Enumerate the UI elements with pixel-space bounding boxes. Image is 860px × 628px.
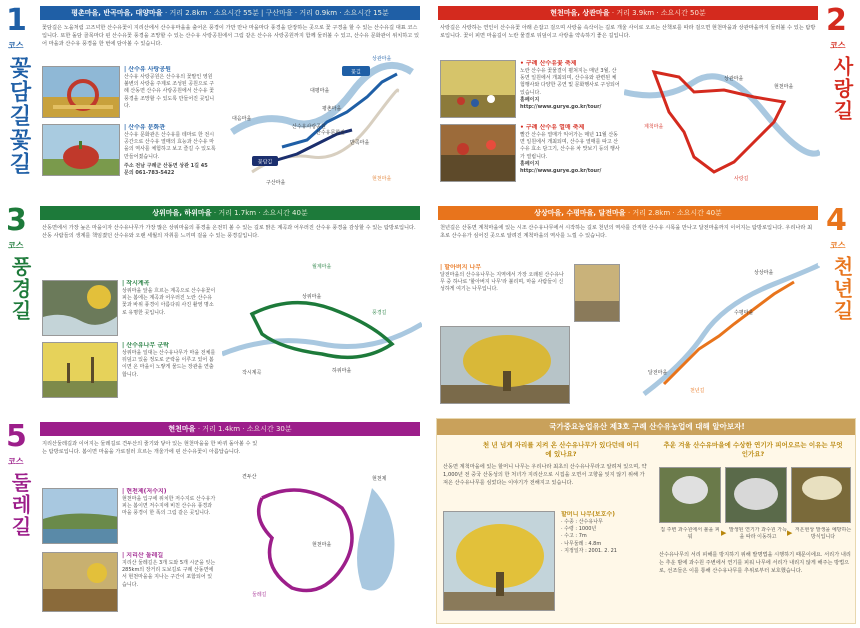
park-photo-image — [43, 67, 120, 118]
fruit-festival-photo — [440, 124, 516, 182]
smoke-caption-3: 저온현상 발생을 예방하는 방식입니다 — [794, 527, 852, 541]
tree-grove-image — [43, 343, 118, 398]
village-label: 현천마을 — [372, 176, 392, 182]
question-1: 천 년 넘게 자리를 지켜 온 산수유나무가 있다던데 어디에 있나요? — [482, 441, 640, 458]
course-info-bar: 상상마을, 수평마을, 달전마을 · 거리 2.8km · 소요시간 40분 — [438, 206, 818, 220]
course-intro: 꽃담길은 노을처럼 고즈넉한 산수유꽃이 지리산에서 산수유마을을 출어온 풍경이 가만 만나 마을마다 풍경을 단장하는 곳으로 꽃 구경을 할 수 있는 산수유길 대표 코스입니다. 또한 돌담 골목마다 핀 산수유꽃 풍경을 조망할 수 있는 산수유 사랑공원에서 그림 같은 산수유 사랑공원까지 함께 둘러볼 수 있고, 산수유 문화관이 위치하고 있어 마을과 산수유 풍경을 한 번에 담아볼 수 있습니다. — [42, 25, 419, 47]
village-label: 상위마을 — [302, 294, 322, 300]
culture-hall-caption-text: 산수유 문화관은 산수유를 테마로 한 전시 공간으로 산수유 열매의 효능과 산수유 마을의 역사를 체험하고 보고 즐길 수 있도록 만들어졌습니다. — [124, 132, 216, 160]
course-number: 4 — [826, 204, 847, 238]
place-label: 산수유사랑공원 — [292, 124, 326, 130]
course-2-panel — [432, 0, 860, 196]
course-4-panel — [432, 204, 860, 410]
village-label: 상관마을 — [372, 56, 392, 62]
grandfather-tree-text: 달전마을의 산수유나무는 지역에서 가장 오래된 산수유나무 중 하나로 '할아버지 나무'라 불리며, 마을 사람들이 신성하게 여기는 나무입니다. — [440, 272, 564, 293]
route-label: 천년길 — [690, 388, 705, 394]
course-number: 3 — [6, 204, 27, 238]
village-label: 반곡마을 — [350, 140, 370, 146]
flower-festival-text: 노란 산수유 꽃물결이 펼쳐지는 매년 3월, 산동면 일원에서 개최되며, 산수유와 관련된 체험행사와 다양한 공연 및 문화행사로 구성되어 있습니다. — [520, 68, 620, 96]
course-2-map — [624, 52, 820, 192]
flower-festival-title: • 구례 산수유꽃 축제 — [520, 60, 577, 67]
sansuyu-love-park-photo — [42, 66, 120, 118]
grandmother-tree-info — [561, 511, 647, 611]
course-info-bar: 현천마을, 상관마을 · 거리 3.9km · 소요시간 50분 — [438, 6, 818, 20]
millennium-road-route — [664, 282, 794, 384]
course-tag: 코스 — [8, 41, 24, 50]
tree-info-item: · 지정일자 : 2001. 2. 21 — [561, 547, 617, 554]
agricultural-heritage-panel — [436, 418, 856, 624]
course-intro: 사랑길은 사랑하는 연인이 산수유꽃 아래 손잡고 걸으며 사랑을 속삭이는 길로 개울 사이로 오르는 산책로를 따라 걸으면 현천마을과 상관마을까지 둘러볼 수 있는 탐방로입니다. 꽃이 피면 마을길이 노란 물결로 뒤덮이고 사랑을 약속하기 좋은 길입니다. — [440, 25, 816, 39]
flower-wall-map-label: 꽃담길 — [257, 159, 273, 166]
course-tag: 코스 — [8, 241, 24, 250]
grandfather-tree-caption — [440, 264, 564, 324]
tree-grove-title: | 산수유나무 군락 — [122, 342, 169, 349]
flower-road-map-label: 꽃길 — [351, 69, 361, 76]
fruit-festival-image — [441, 125, 516, 182]
park-caption-title: | 산수유 사랑공원 — [124, 66, 171, 73]
reservoir-text: 현천마을 입구에 위치한 저수지로 산수유가 피는 봄이면 저수지에 비친 산수유 풍경과 마을 풍경이 한 폭의 그림 같은 곳입니다. — [122, 496, 216, 517]
arrow-right-icon: ▶ — [721, 529, 727, 537]
reservoir-title: | 현천제(저수지) — [122, 488, 167, 495]
trail-text: 지리산 둘레길은 3개 도와 5개 시군을 잇는 285km의 장거리 도보길로 구례 산동면에서 현천마을을 지나는 구간이 포함되어 있습니다. — [122, 560, 216, 588]
smoke-image-2 — [726, 468, 787, 523]
course-5-map — [222, 448, 422, 618]
culture-hall-address: 주소 전남 구례군 산동면 상관 1길 45 — [124, 162, 208, 169]
smoke-image-3 — [792, 468, 851, 523]
course-4-map — [624, 254, 820, 404]
course-intro: 천년길은 산동면 계척마을에 있는 시조 산수유나무에서 시작하는 길로 천년의 역사를 간직한 산수유 시목을 만나고 달전마을까지 이어지는 탐방로입니다. 우리나라 최초로 산수유가 심어진 곳으로 알려진 계척마을의 역사를 느낄 수 있습니다. — [440, 225, 813, 239]
route-label: 둘레길 — [252, 592, 267, 598]
grandmother-tree-photo — [443, 511, 555, 611]
culture-hall-phone: 문의 061-783-5422 — [124, 170, 175, 177]
route-label: 풍경길 — [372, 310, 387, 316]
love-road-route — [654, 72, 784, 172]
culture-hall-image — [43, 125, 120, 176]
village-label: 하위마을 — [332, 368, 352, 374]
culture-hall-caption — [124, 124, 216, 190]
circuit-road-route — [259, 490, 352, 591]
course-3-panel — [0, 204, 428, 410]
grandfather-tree-title: | 할아버지 나무 — [440, 264, 482, 271]
village-label: 월계마을 — [312, 264, 332, 270]
course-title: 둘레길 — [8, 472, 32, 538]
village-road-image — [575, 265, 620, 322]
course-1-panel — [0, 0, 428, 196]
village-label: 상관마을 — [724, 76, 744, 82]
village-label: 평촌마을 — [322, 106, 342, 112]
flower-festival-link[interactable]: 홈페이지 http://www.gurye.go.kr/tour/ — [520, 96, 602, 111]
course-5-panel — [0, 418, 428, 628]
smoke-caption-1: 집 주변 과수원에서 불을 피워 — [660, 527, 720, 541]
trail-title: | 지리산 둘레길 — [122, 552, 164, 559]
question-2-answer: 산수유나무의 서리 피해를 방지하기 위해 발명법을 시행하기 때문이에요. 서리가 내리는 추운 밤에 과수원 주변에서 연기를 피워 나무에 서리가 내리지 않게 해주는 방법으로, 선조들은 이를 통해 산수유나무를 추위로부터 보호했습니다. — [659, 552, 851, 574]
flower-festival-image — [441, 61, 516, 118]
course-number: 5 — [6, 419, 27, 454]
reservoir-shape — [357, 488, 395, 591]
tree-info-item: · 수령 : 1000년 — [561, 526, 597, 533]
village-label: 현천마을 — [312, 542, 332, 548]
sansuyu-culture-hall-photo — [42, 124, 120, 176]
course-intro: 지리산둘레길과 이어지는 둘레길로 견두산의 줄기와 닿아 있는 현천마을을 한 바퀴 돌아볼 수 있는 탐방로입니다. 봄이면 마을을 가로질러 흐르는 개울가에 핀 산수유꽃이 아름답습니다. — [42, 441, 258, 455]
flower-festival-photo — [440, 60, 516, 118]
jaksi-valley-text: 상위마을 앞을 흐르는 계곡으로 산수유꽃이 피는 봄에는 계곡과 어우러진 노란 산수유꽃과 바위 풍경이 아름다워 사진 촬영 명소로 유명한 곳입니다. — [122, 288, 216, 316]
hyeoncheon-reservoir-photo — [42, 488, 118, 544]
jirisan-trail-photo — [42, 552, 118, 612]
park-caption-text: 산수유 사랑공원은 산수유의 꽃말인 영원불변의 사랑을 주제로 조성된 공원으로 구례 산동면 산수유 사랑공원에서 산수유 꽃 풍경을 조망할 수 있도록 만들어진 곳입니다. — [124, 74, 215, 109]
place-label: 현천제 — [372, 476, 387, 482]
fruit-festival-text: 빨간 산수유 열매가 익어가는 매년 11월 산동면 일원에서 개최되며, 산수유 열매를 따고 산수유 효소 담그기, 산수유 차 맛보기 등의 행사가 열립니다. — [520, 132, 620, 160]
course-title: 풍경길 — [8, 256, 32, 322]
flower-festival-caption — [520, 60, 620, 122]
village-label: 상상마을 — [754, 270, 774, 276]
trail-caption — [122, 552, 216, 622]
river-line — [222, 324, 422, 354]
fruit-festival-link[interactable]: 홈페이지 http://www.gurye.go.kr/tour/ — [520, 160, 602, 175]
village-label: 대평마을 — [310, 88, 330, 94]
scenic-road-route — [252, 303, 392, 358]
course-tag: 코스 — [830, 241, 846, 250]
smoke-image-1 — [660, 468, 721, 523]
tree-info-item: · 나무둘레 : 4.8m — [561, 540, 602, 547]
smoke-photo-2 — [725, 467, 787, 523]
arrow-right-icon: ▶ — [787, 529, 793, 537]
course-title: 꽃담길꽃길 — [6, 56, 32, 176]
fruit-festival-title: • 구례 산수유 열매 축제 — [520, 124, 585, 131]
place-label: 견두산 — [242, 474, 257, 480]
grandmother-tree-image — [444, 512, 555, 611]
river-line — [232, 65, 412, 132]
place-label: 산수유문화관 — [316, 130, 345, 136]
village-label: 달전마을 — [648, 370, 668, 376]
fruit-festival-caption — [520, 124, 620, 190]
smoke-photo-1 — [659, 467, 721, 523]
route-label: 사랑길 — [734, 176, 749, 182]
tree-grove-caption — [122, 342, 216, 404]
course-title: 사랑길 — [830, 56, 854, 122]
village-label: 계척마을 — [644, 124, 664, 130]
course-intro: 산동면에서 가장 높은 마을이자 산수유나무가 가장 많은 상위마을의 풍경을 온전히 볼 수 있는 길로 맑은 계곡과 어우러진 산수유 풍경을 감상할 수 있는 탐방로입니다. 산동 사람들의 생계를 책임졌던 산수유와 오랜 세월의 자취를 느끼며 걸을 수 있는 풍경길입니다. — [42, 225, 416, 239]
place-label: 작시계곡 — [242, 370, 262, 376]
course-tag: 코스 — [830, 41, 846, 50]
village-label: 대음마을 — [232, 116, 252, 122]
question-2: 추운 겨울 산수유마을에 수상한 연기가 피어오르는 이유는 무엇인가요? — [663, 441, 843, 458]
village-label: 구산마을 — [266, 180, 286, 186]
jaksi-valley-photo — [42, 280, 118, 336]
heritage-title-bar: 국가중요농업유산 제3호 구례 산수유농업에 대해 알아보자! — [437, 419, 856, 435]
culture-hall-caption-title: | 산수유 문화관 — [124, 124, 166, 131]
smoke-photo-3 — [791, 467, 851, 523]
course-1-map — [222, 52, 422, 192]
park-caption — [124, 66, 216, 122]
tree-info-item: · 수고 : 7m — [561, 533, 587, 540]
tree-grove-photo — [42, 342, 118, 398]
grandfather-tree-image — [441, 327, 570, 404]
course-number: 2 — [826, 3, 847, 38]
village-road-photo — [574, 264, 620, 322]
jaksi-valley-title: | 작시계곡 — [122, 280, 150, 287]
course-info-bar: 평촌마을, 반곡마을, 대양마을 · 거리 2.8km · 소요시간 55분 | 구산마을 · 거리 0.9km · 소요시간 15분 — [40, 6, 420, 20]
course-3-map — [222, 254, 422, 404]
course-title: 천년길 — [830, 256, 854, 322]
tree-info-item: · 수종 : 산수유나무 — [561, 519, 603, 525]
village-label: 현천마을 — [774, 84, 794, 90]
village-label: 수평마을 — [734, 310, 754, 316]
jaksi-valley-image — [43, 281, 118, 336]
smoke-caption-2: 발생된 연기가 과수원 가득을 따라 이동하고 — [729, 527, 787, 541]
course-tag: 코스 — [8, 457, 24, 466]
question-1-answer: 산동면 계척마을에 있는 할머니 나무는 우리나라 최초의 산수유나무라고 알려져 있으며, 약 1,000년 전 중국 산동성의 한 처녀가 지리산으로 시집을 오면서 고향을 잊지 않기 위해 가져온 산수유나무를 심었다는 이야기가 전해지고 있습니다. — [443, 464, 647, 486]
jaksi-valley-caption — [122, 280, 216, 340]
grandmother-tree-title: 할머니 나무(보호수) — [561, 511, 615, 518]
reservoir-caption — [122, 488, 216, 548]
tree-grove-text: 상위마을 일대는 산수유나무가 마을 전체를 뒤덮고 있을 정도로 군락을 이루고 있어 봄이면 온 마을이 노랗게 물드는 장관을 연출합니다. — [122, 350, 216, 378]
trail-image — [43, 553, 118, 612]
course-info-bar: 현천마을 · 거리 1.4km · 소요시간 30분 — [40, 422, 420, 436]
reservoir-image — [43, 489, 118, 544]
course-info-bar: 상위마을, 하위마을 · 거리 1.7km · 소요시간 40분 — [40, 206, 420, 220]
grandfather-tree-photo — [440, 326, 570, 404]
course-number: 1 — [6, 3, 27, 38]
